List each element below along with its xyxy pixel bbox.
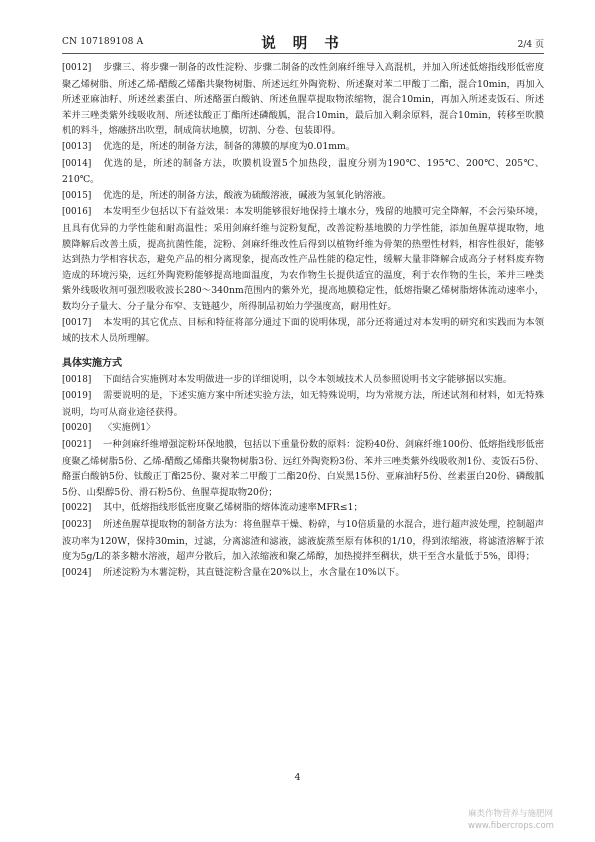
paragraph-0016 (62, 204, 544, 314)
header-divider (62, 53, 544, 54)
paragraph-number: [0017] (62, 317, 92, 328)
paragraph-number: [0016] (62, 207, 92, 218)
paragraph-text: 优选的是，所述的制备方法，酸液为硫酸溶液，碱液为氢氧化钠溶液。 (103, 189, 392, 201)
paragraph-0019 (62, 388, 544, 420)
paragraph-number: [0015] (62, 190, 92, 201)
paragraph-text: 一种剑麻纤维增强淀粉环保地膜，包括以下重量份数的原料：淀粉40份、剑麻纤维100份、低熔指线形低密度聚乙烯树脂5份、乙烯-醋酸乙烯酯共聚物树脂3份、远红外陶瓷粉3份、苯并三唑类紫外线吸收剂1份、麦饭石5份、酪蛋白酸钠5份、钛酸正丁酯25份、聚对苯二甲酸丁二酯20份、白炭黑15份、亚麻油籽5份、丝素蛋白20份、磷酸胍5份、山梨醇5份、滑石粉5份、鱼腥草提取物20份； (62, 439, 544, 498)
paragraph-text: 步骤三、将步骤一制备的改性淀粉、步骤二制备的改性剑麻纤维导入高混机，并加入所述低熔指线形低密度聚乙烯树脂、所述乙烯-醋酸乙烯酯共聚物树脂、所述远红外陶瓷粉、所述聚对苯二甲酸丁二酯，混合10min，再加入所述亚麻油籽、所述丝素蛋白、所述酪蛋白酸钠、所述鱼腥草提取物浓缩物，混合10min，再加入所述麦饭石、所述苯并三唑类紫外线吸收剂、所述钛酸正丁酯所述磷酸胍，混合10min，最后加入剩余原料，混合10min，转移至吹膜机的料斗，熔融挤出吹塑，制成筒状地膜，切割、分卷、包装即得。 (62, 62, 544, 137)
paragraph-0022 (62, 500, 544, 517)
paragraph-text: 优选的是，所述的制备方法，制备的薄膜的厚度为0.01mm。 (103, 140, 356, 152)
paragraph-number: [0020] (62, 423, 92, 434)
example-heading: 〈实施例1〉 (103, 422, 156, 434)
paragraph-number: [0013] (62, 141, 92, 152)
paragraph-number: [0024] (62, 567, 92, 578)
paragraph-text: 本发明至少包括以下有益效果：本发明能够很好地保持土壤水分，残留的地膜可完全降解，不会污染环境，且具有优异的力学性能和耐高温性；采用剑麻纤维与淀粉复配，改善淀粉基地膜的力学性能，添加鱼腥草提取物，地膜降解后改善土质，提高抗菌性能，淀粉、剑麻纤维改性后得到以植物纤维为骨架的热塑性材料，相容性很好，能够达到热力学相容状态，避免产品的相分离现象，提高改性产品性能的稳定性，缓解大量非降解合成高分子材料废弃物造成的环境污染，远红外陶瓷粉能够提高地面温度，为农作物生长提供适宜的温度，利于农作物的生长，苯并三唑类紫外线吸收剂可强烈吸收波长280～340nm范围内的紫外光，提高地膜稳定性，低熔指聚乙烯树脂熔体流动速率小，数均分子量大、分子量分布窄、支链越少，所得制品初始力学强度高，耐用性好。 (62, 206, 544, 312)
paragraph-number: [0018] (62, 374, 92, 385)
paragraph-0023 (62, 517, 544, 565)
paragraph-0020 (62, 420, 544, 437)
paragraph-text: 下面结合实施例对本发明做进一步的详细说明，以令本领域技术人员参照说明书文字能够据以实施。 (103, 373, 513, 385)
paragraph-0013 (62, 139, 544, 156)
paragraph-0014 (62, 156, 544, 188)
paragraph-text: 所述鱼腥草提取物的制备方法为：将鱼腥草干燥、粉碎，与10倍质量的水混合，进行超声波处理，控制超声波功率为120W，保持30min，过滤，分离滤渣和滤液，滤液旋蒸至原有体积的1/10，得到浓缩液，将滤渣溶解于浓度为5g/L的茶多糖水溶液，超声分散后，加入浓缩液和聚乙烯醇，加热搅拌至稠状，烘干至含水量低于5%，即得； (62, 519, 544, 563)
paragraph-number: [0023] (62, 520, 92, 531)
section-spacer (62, 347, 544, 356)
paragraph-0017 (62, 315, 544, 347)
page-header (62, 30, 544, 52)
document-title: 说 明 书 (261, 35, 345, 52)
paragraph-number: [0022] (62, 503, 92, 514)
document-body (62, 60, 544, 581)
watermark-url: www.fibercrops.com (468, 821, 554, 831)
paragraph-text: 其中，低熔指线形低密度聚乙烯树脂的熔体流动速率MFR≤1； (103, 502, 363, 514)
paragraph-0018 (62, 372, 544, 389)
watermark-site-name: 麻类作物营养与施肥网 (468, 809, 554, 819)
site-watermark (468, 808, 588, 832)
paragraph-text: 本发明的其它优点、目标和特征将部分通过下面的说明体现，部分还将通过对本发明的研究和实践而为本领域的技术人员所理解。 (62, 316, 544, 345)
paragraph-0015 (62, 188, 544, 205)
section-heading: 具体实施方式 (62, 357, 122, 369)
paragraph-number: [0019] (62, 391, 92, 402)
paragraph-number: [0012] (62, 63, 92, 73)
page-number: 4 (294, 772, 301, 783)
page-indicator: 2/4 页 (517, 40, 544, 50)
patent-number: CN 107189108 A (62, 37, 144, 47)
paragraph-text: 优选的是，所述的制备方法，吹膜机设置5个加热段，温度分别为190℃、195℃、200℃、205℃、210℃。 (62, 157, 544, 186)
paragraph-number: [0021] (62, 440, 92, 451)
paragraph-text: 所述淀粉为木薯淀粉，其直链淀粉含量在20%以上，水含量在10%以下。 (103, 566, 405, 578)
paragraph-0021 (62, 437, 544, 500)
paragraph-0024 (62, 565, 544, 582)
paragraph-0012 (62, 60, 544, 139)
paragraph-text: 需要说明的是，下述实施方案中所述实验方法，如无特殊说明，均为常规方法，所述试剂和材料，如无特殊说明，均可从商业途径获得。 (62, 390, 544, 418)
paragraph-number: [0014] (62, 158, 92, 169)
